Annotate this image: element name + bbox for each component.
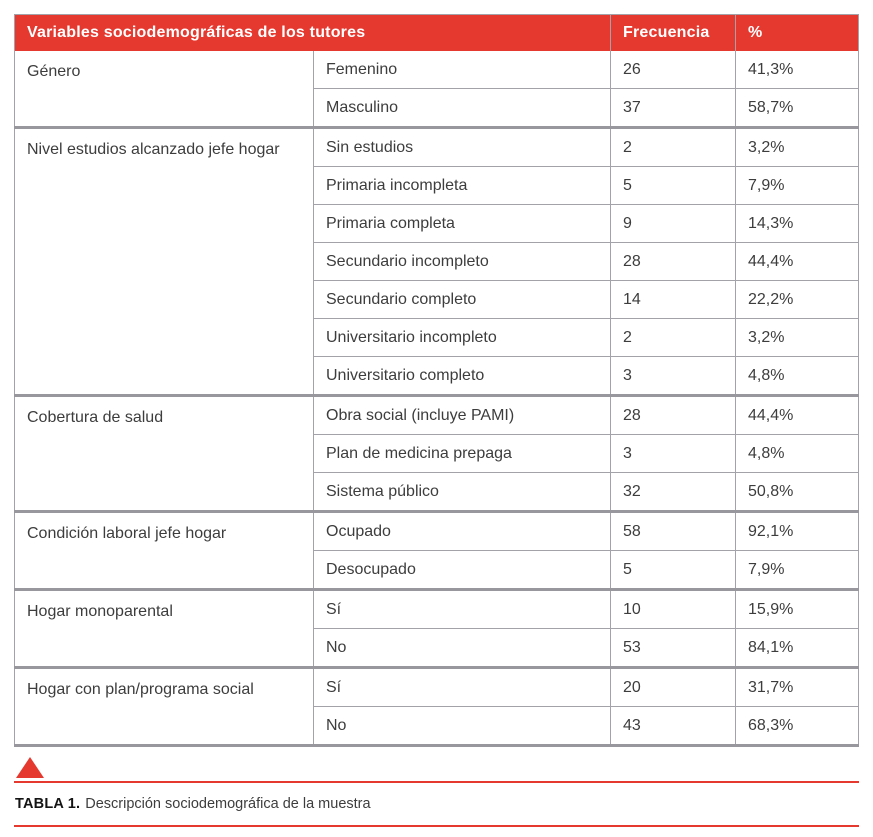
table-caption [15, 796, 371, 812]
subcategory-cell: Sí [314, 590, 611, 629]
frequency-cell: 14 [611, 281, 736, 319]
caption-text: Descripción sociodemográfica de la muestra [85, 796, 371, 812]
caption-bottom-rule [14, 825, 859, 827]
frequency-cell: 32 [611, 473, 736, 512]
percent-cell: 22,2% [736, 281, 859, 319]
frequency-cell: 2 [611, 319, 736, 357]
subcategory-cell: Femenino [314, 51, 611, 89]
subcategory-cell: Sistema público [314, 473, 611, 512]
table-header-row [15, 15, 859, 52]
category-cell-cobertura-salud: Cobertura de salud [15, 396, 314, 512]
percent-cell: 14,3% [736, 205, 859, 243]
subcategory-cell: Desocupado [314, 551, 611, 590]
percent-cell: 41,3% [736, 51, 859, 89]
sociodemographic-table [14, 14, 859, 747]
category-cell-plan-social: Hogar con plan/programa social [15, 668, 314, 746]
percent-cell: 3,2% [736, 128, 859, 167]
percent-cell: 44,4% [736, 243, 859, 281]
triangle-up-icon [16, 757, 44, 778]
frequency-cell: 28 [611, 243, 736, 281]
category-cell-genero: Género [15, 51, 314, 128]
subcategory-cell: Plan de medicina prepaga [314, 435, 611, 473]
subcategory-cell: Primaria completa [314, 205, 611, 243]
percent-cell: 84,1% [736, 629, 859, 668]
subcategory-cell: No [314, 707, 611, 746]
header-frequency: Frecuencia [611, 15, 736, 52]
table-row [15, 396, 859, 435]
frequency-cell: 2 [611, 128, 736, 167]
frequency-cell: 5 [611, 167, 736, 205]
percent-cell: 15,9% [736, 590, 859, 629]
percent-cell: 7,9% [736, 167, 859, 205]
subcategory-cell: Sin estudios [314, 128, 611, 167]
frequency-cell: 3 [611, 435, 736, 473]
percent-cell: 58,7% [736, 89, 859, 128]
subcategory-cell: Universitario incompleto [314, 319, 611, 357]
percent-cell: 50,8% [736, 473, 859, 512]
subcategory-cell: Obra social (incluye PAMI) [314, 396, 611, 435]
header-percent: % [736, 15, 859, 52]
percent-cell: 4,8% [736, 357, 859, 396]
frequency-cell: 58 [611, 512, 736, 551]
subcategory-cell: Masculino [314, 89, 611, 128]
percent-cell: 4,8% [736, 435, 859, 473]
table-row [15, 512, 859, 551]
percent-cell: 3,2% [736, 319, 859, 357]
subcategory-cell: Universitario completo [314, 357, 611, 396]
frequency-cell: 5 [611, 551, 736, 590]
percent-cell: 31,7% [736, 668, 859, 707]
table-row [15, 51, 859, 89]
percent-cell: 7,9% [736, 551, 859, 590]
frequency-cell: 43 [611, 707, 736, 746]
frequency-cell: 53 [611, 629, 736, 668]
caption-label: TABLA 1. [15, 796, 81, 812]
subcategory-cell: Primaria incompleta [314, 167, 611, 205]
subcategory-cell: Ocupado [314, 512, 611, 551]
table-row [15, 590, 859, 629]
table-row [15, 128, 859, 167]
frequency-cell: 20 [611, 668, 736, 707]
percent-cell: 44,4% [736, 396, 859, 435]
caption-top-rule [14, 781, 859, 783]
percent-cell: 92,1% [736, 512, 859, 551]
category-cell-nivel-estudios: Nivel estudios alcanzado jefe hogar [15, 128, 314, 396]
subcategory-cell: Sí [314, 668, 611, 707]
category-cell-hogar-monoparental: Hogar monoparental [15, 590, 314, 668]
category-cell-condicion-laboral: Condición laboral jefe hogar [15, 512, 314, 590]
subcategory-cell: No [314, 629, 611, 668]
subcategory-cell: Secundario incompleto [314, 243, 611, 281]
frequency-cell: 37 [611, 89, 736, 128]
header-variables: Variables sociodemográficas de los tutores [15, 15, 611, 52]
frequency-cell: 3 [611, 357, 736, 396]
frequency-cell: 28 [611, 396, 736, 435]
subcategory-cell: Secundario completo [314, 281, 611, 319]
frequency-cell: 10 [611, 590, 736, 629]
table-row [15, 668, 859, 707]
percent-cell: 68,3% [736, 707, 859, 746]
frequency-cell: 9 [611, 205, 736, 243]
frequency-cell: 26 [611, 51, 736, 89]
